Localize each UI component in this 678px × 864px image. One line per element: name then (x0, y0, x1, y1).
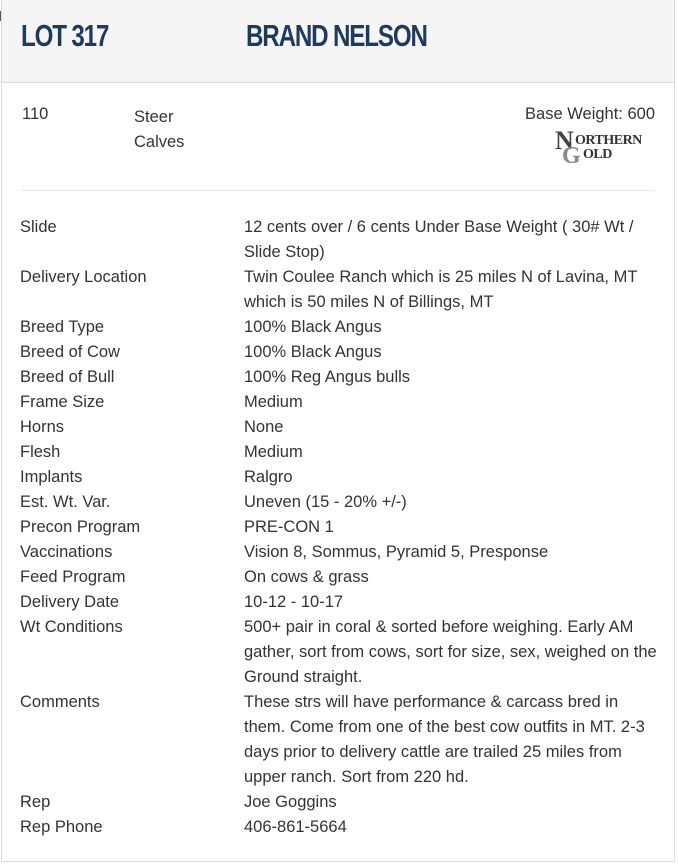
detail-label: Slide (20, 218, 57, 236)
logo-letter-g: G (562, 143, 581, 165)
detail-row (20, 540, 660, 565)
detail-value: Ralgro (244, 468, 293, 486)
detail-value: Medium (244, 443, 303, 461)
brand-name: BRAND NELSON (246, 18, 427, 53)
logo-text-top: ORTHERN (575, 133, 642, 148)
detail-value: 10-12 - 10-17 (244, 593, 344, 611)
detail-value: Medium (244, 393, 303, 411)
detail-row (20, 315, 660, 340)
detail-row (20, 490, 660, 515)
lot-details (20, 215, 660, 840)
detail-label: Breed Type (20, 318, 105, 336)
detail-row (20, 340, 660, 365)
detail-row (20, 215, 660, 265)
detail-row (20, 365, 660, 390)
logo-letter-n: N (555, 127, 574, 155)
detail-row (20, 515, 660, 540)
detail-label: Breed of Cow (20, 343, 120, 361)
detail-row (20, 565, 660, 590)
detail-value: 12 cents over / 6 cents Under Base Weight ( 30# Wt / Slide Stop) (244, 218, 634, 261)
detail-value: Joe Goggins (244, 793, 337, 811)
detail-value: 100% Reg Angus bulls (244, 368, 411, 386)
detail-value: 500+ pair in coral & sorted before weighing. Early AM gather, sort from cows, sort for size, sex, weighed on the Ground straight. (244, 618, 657, 686)
detail-label: Precon Program (20, 518, 141, 536)
detail-value: On cows & grass (244, 568, 369, 586)
detail-label: Wt Conditions (20, 618, 123, 636)
detail-label: Delivery Date (20, 593, 120, 611)
lot-summary (21, 83, 655, 191)
detail-label: Vaccinations (20, 543, 113, 561)
detail-label: Rep Phone (20, 818, 103, 836)
detail-row (20, 615, 660, 690)
detail-value: 100% Black Angus (244, 318, 382, 336)
detail-label: Comments (20, 693, 100, 711)
cattle-type: Steer Calves (134, 108, 185, 151)
detail-value: Vision 8, Sommus, Pyramid 5, Presponse (244, 543, 549, 561)
detail-label: Implants (20, 468, 83, 486)
detail-value: Uneven (15 - 20% +/-) (244, 493, 407, 511)
detail-value: 100% Black Angus (244, 343, 382, 361)
detail-row (20, 265, 660, 315)
lot-number: LOT 317 (21, 18, 109, 53)
logo-text-bottom: OLD (583, 147, 612, 162)
detail-label: Frame Size (20, 393, 105, 411)
detail-row (20, 790, 660, 815)
detail-value: None (244, 418, 284, 436)
detail-label: Horns (20, 418, 65, 436)
detail-label: Breed of Bull (20, 368, 115, 386)
detail-label: Feed Program (20, 568, 126, 586)
detail-row (20, 590, 660, 615)
detail-value: Twin Coulee Ranch which is 25 miles N of Lavina, MT which is 50 miles N of Billings, MT (244, 268, 638, 311)
detail-row (20, 415, 660, 440)
detail-value: 406-861-5664 (244, 818, 347, 836)
detail-label: Est. Wt. Var. (20, 493, 111, 511)
detail-row (20, 690, 660, 790)
northern-gold-logo (555, 127, 655, 165)
detail-value: PRE-CON 1 (244, 518, 334, 536)
base-weight: Base Weight: 600 (525, 105, 655, 123)
detail-row (20, 465, 660, 490)
detail-label: Flesh (20, 443, 61, 461)
detail-row (20, 815, 660, 840)
detail-row (20, 440, 660, 465)
lot-header (2, 0, 674, 83)
detail-value: These strs will have performance & carcass bred in them. Come from one of the best cow outfits in MT. 2-3 days prior to delivery cattle are trailed 25 miles from upper ranch. Sort from 220 hd. (244, 693, 645, 786)
detail-label: Rep (20, 793, 51, 811)
head-count: 110 (22, 105, 49, 123)
detail-row (20, 390, 660, 415)
detail-label: Delivery Location (20, 268, 147, 286)
